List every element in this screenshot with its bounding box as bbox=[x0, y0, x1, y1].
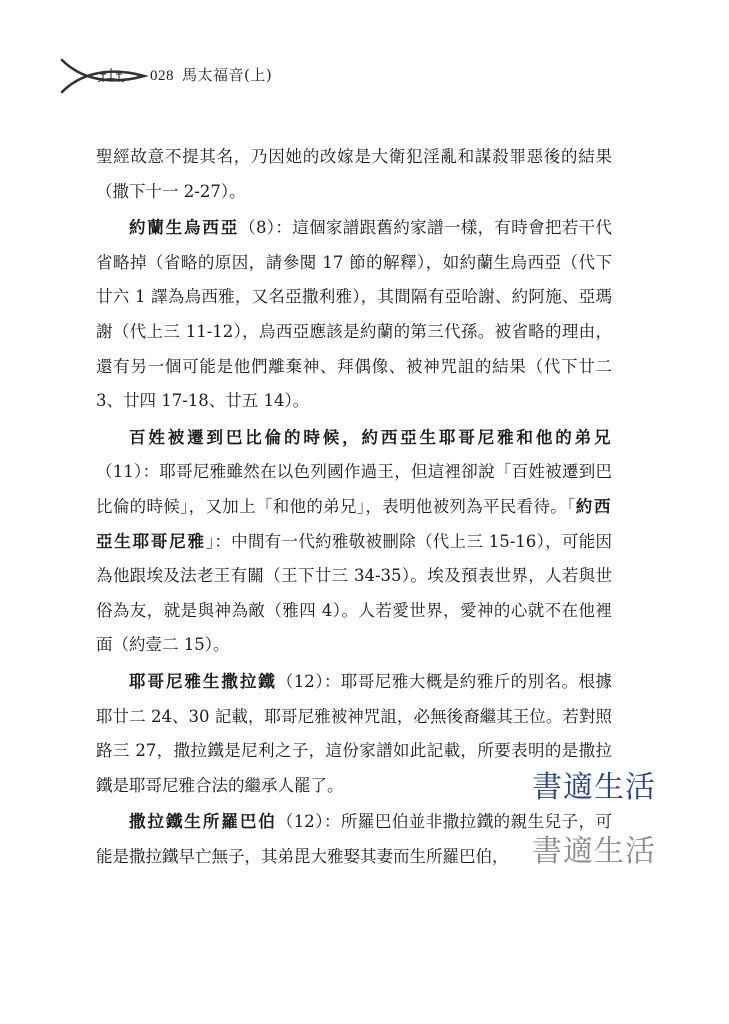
section-heading: 撒拉鐵生所羅巴伯 bbox=[129, 812, 277, 832]
watermark-blue: 書適生活 bbox=[532, 770, 656, 805]
book-title: 馬太福音(上) bbox=[182, 66, 273, 84]
paragraph-text: （12）：所羅巴伯並非撒拉鐵的親生兒子，可能是撒拉鐵早亡無子，其弟毘大雅娶其妻而生所羅巴伯， bbox=[96, 812, 612, 866]
paragraph-text: 聖經故意不提其名，乃因她的改嫁是大衛犯淫亂和謀殺罪惡後的結果（撒下十一 2-27）。 bbox=[96, 147, 612, 201]
paragraph-text: （12）：耶哥尼雅大概是約雅斤的別名。根據耶廿二 24、30 記載，耶哥尼雅被神咒詛，必無後裔繼其王位。若對照路三 27，撒拉鐵是尼利之子，這份家譜如此記載，所要表明的是撒拉鐵是耶哥尼雅合法的繼承人罷了。 bbox=[96, 671, 612, 795]
paragraph-text: （8）：這個家譜跟舊約家譜一樣，有時會把若干代省略掉（省略的原因，請參閱 17 節的解釋），如約蘭生烏西亞（代下廿六 1 譯為烏西雅，又名亞撒利雅），其間隔有亞哈謝、約阿施、亞瑪謝（代上三 11-12），烏西亞應該是約蘭的第三代孫。被省略的理由，還有另一個可能是他們離棄神、拜偶像、被神咒詛的結果（代下廿二 3、廿四 17-18、廿五 14）。 bbox=[96, 218, 613, 411]
ichthys-fish-icon bbox=[58, 56, 148, 96]
paragraph bbox=[96, 421, 612, 663]
paragraph bbox=[96, 140, 612, 209]
page-header bbox=[58, 56, 478, 96]
section-heading: 耶哥尼雅生撒拉鐵 bbox=[129, 671, 277, 691]
page-title bbox=[150, 64, 272, 85]
section-heading: 百姓被遷到巴比倫的時候，約西亞生耶哥尼雅和他的弟兄 bbox=[129, 427, 612, 447]
paragraph-text: （11）：耶哥尼雅雖然在以色列國作過王，但這裡卻說「百姓被遷到巴比倫的時候」，又加上「和他的弟兄」，表明他被列為平民看待。「 bbox=[96, 462, 612, 516]
watermark-gray: 書適生活 bbox=[532, 834, 656, 869]
paragraph-text: 」：中間有一代約雅敬被刪除（代上三 15-16），可能因為他跟埃及法老王有關（王下廿三 34-35）。埃及預表世界，人若與世俗為友，就是與神為敵（雅四 4）。人若愛世界，愛神的心就不在他裡面（約壹二 15）。 bbox=[96, 531, 613, 655]
inline-heading: 約西亞生耶哥尼雅 bbox=[96, 496, 613, 551]
section-heading: 約蘭生烏西亞 bbox=[129, 218, 240, 238]
paragraph bbox=[96, 211, 612, 419]
page-number: 028 bbox=[150, 68, 174, 84]
